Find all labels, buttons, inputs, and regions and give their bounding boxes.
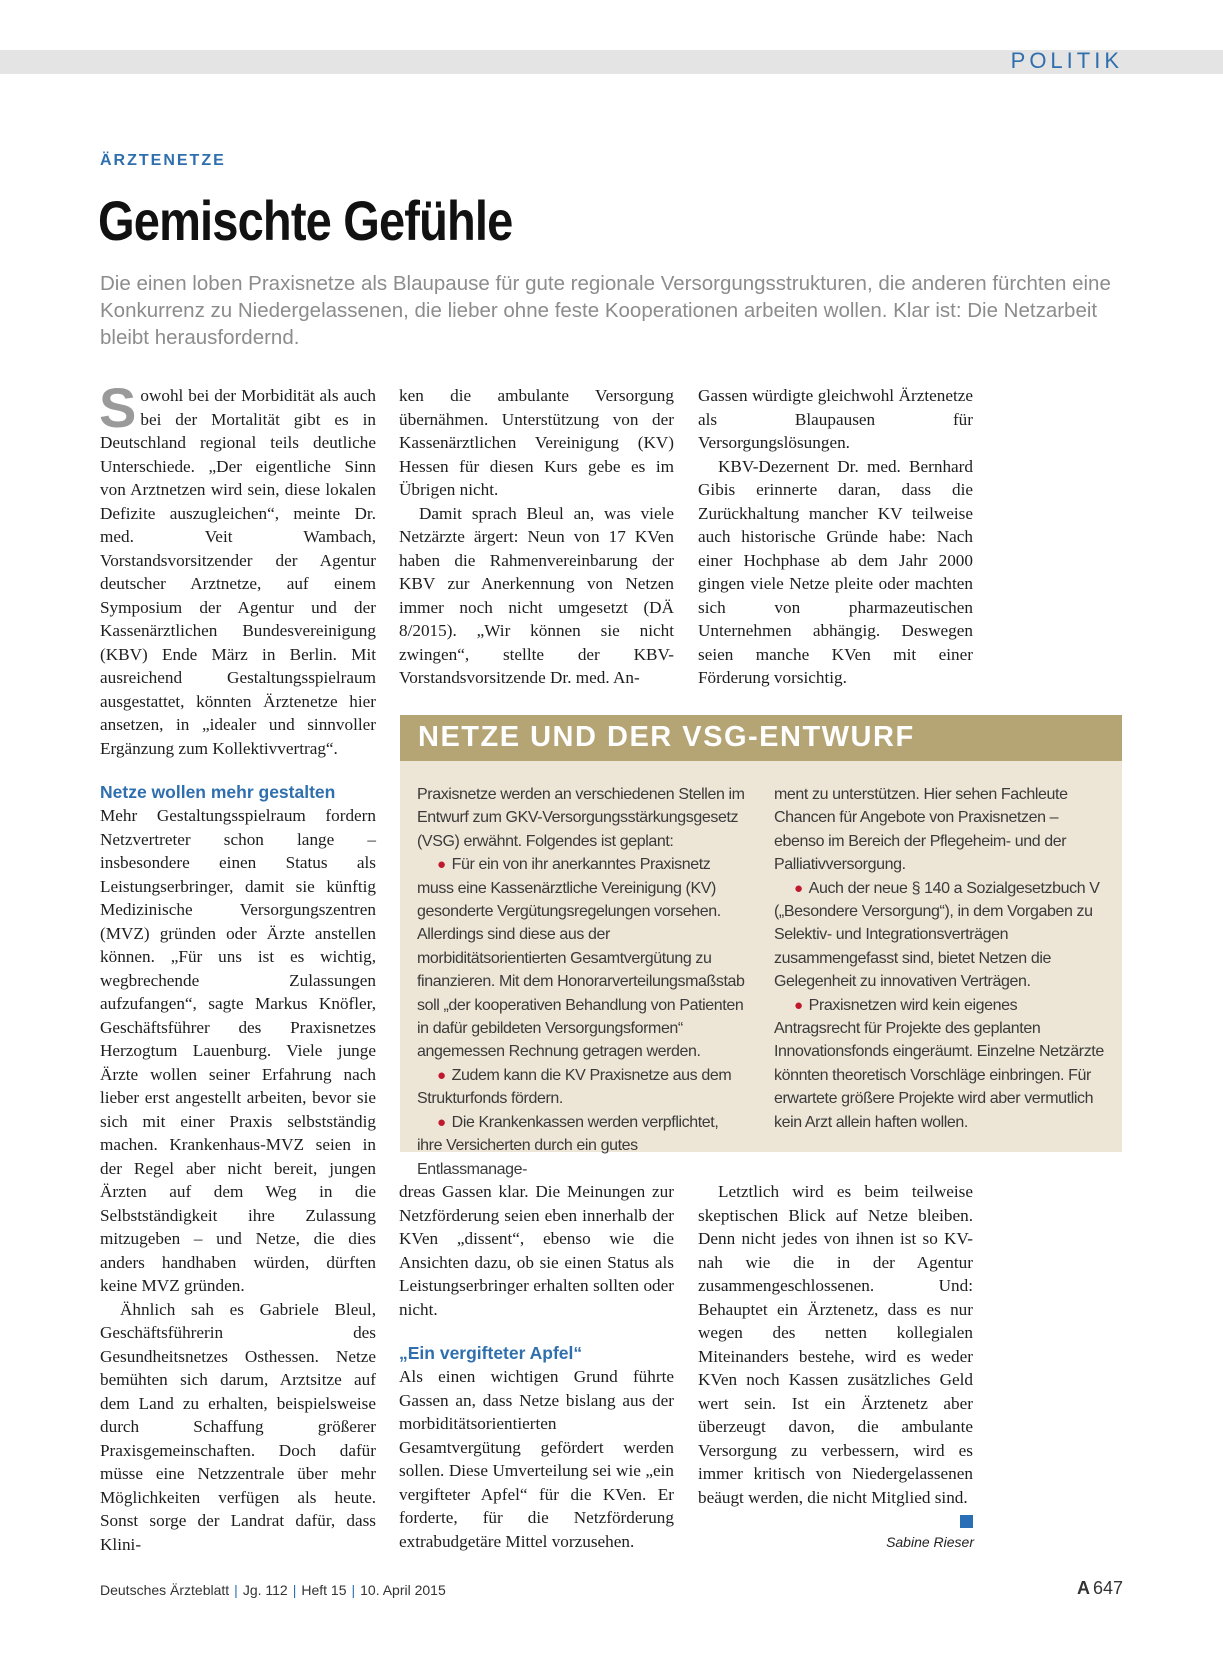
bullet-icon: ● [794,996,803,1014]
column-2-bottom [399,1180,674,1553]
bullet-icon: ● [794,879,803,897]
list-item-text: Für ein von ihr anerkanntes Praxisnetz muss eine Kassenärztliche Vereinigung (KV) gesonderte Vergütungsregelungen vorsehen. Allerdings sind diese aus der morbiditätsorientierten Gesamtvergütung zu finanzieren. Mit dem Honorarverteilungsmaßstab soll „der kooperativen Behandlung von Patienten in dafür gebildeten Versorgungsformen“ angemessen Rechnung getragen werden. [417,856,745,1061]
subheading: „Ein vergifteter Apfel“ [399,1343,583,1363]
list-item-text: Praxisnetzen wird kein eigenes Antragsrecht für Projekte des geplanten Innovationsfonds eingeräumt. Einzelne Netzärzte könnten theoretisch Vorschläge einbringen. Für erwartete größere Projekte wird aber vermutlich kein Arzt allein haften wollen. [774,996,1104,1131]
list-item [417,853,747,1064]
info-box-title: NETZE UND DER VSG-ENTWURF [418,721,915,753]
author-name: Sabine Rieser [886,1534,974,1550]
footer-separator: | [351,1582,356,1598]
subheading: Netze wollen mehr gestalten [100,782,336,802]
footer-separator: | [292,1582,297,1598]
bullet-icon: ● [437,1113,446,1131]
paragraph: ken die ambulante Versorgung übernähmen. Unterstützung von der Kassenärztlichen Vereinigung (KV) Hessen für diesen Kurs gebe es im Übrigen nicht. [399,386,674,499]
paragraph [698,1180,973,1509]
column-3-bottom [698,1180,973,1528]
list-item [417,1111,747,1181]
journal-date: 10. April 2015 [360,1582,446,1598]
footer-separator: | [234,1582,238,1598]
paragraph: dreas Gassen klar. Die Meinungen zur Netzförderung seien eben innerhalb der KVen „dissent“, ebenso wie die Ansichten dazu, ob sie einen Status als Leistungserbringer erhalten sollten oder nicht. [399,1182,674,1319]
paragraph-text: Letztlich wird es beim teilweise skeptischen Blick auf Netze bleiben. Denn nicht jedes von ihnen ist so KV-nah wie die in der Agentur zusammengeschlossenen. Und: Behauptet ein Ärztenetz, dass es nur wegen des netten kollegialen Miteinanders bestehe, wird es weder KVen noch Kassen zusätzliches Geld wert sein. Ist ein Ärztenetz aber überzeugt davon, die ambulante Versorgung zu verbessern, wird es immer kritisch von Niedergelassenen beäugt werden, die nicht Mitglied sind. [698,1182,973,1507]
list-item-text: Zudem kann die KV Praxisnetze aus dem Strukturfonds fördern. [417,1066,732,1108]
column-2-top [399,384,674,690]
article-kicker: ÄRZTENETZE [100,152,226,169]
end-mark-icon [960,1515,973,1528]
info-box-column-right [774,783,1104,1134]
paragraph: Mehr Gestaltungsspielraum fordern Netzvertreter schon lange – insbesondere einen Status als Leistungserbringer, damit sie künftig Medizinische Versorgungszentren (MVZ) gründen oder Ärzte anstellen können. „Für uns ist es wichtig, wegbrechende Zulassungen aufzufangen“, sagte Markus Knöfler, Geschäftsführer des Praxisnetzes Herzogtum Lauenburg. Viele junge Ärzte wollen seiner Erfahrung nach lieber erst angestellt arbeiten, bevor sie sich mit einer Praxis selbstständig machen. Krankenhaus-MVZ seien in der Regel aber nicht bereit, jungen Ärzten auf dem Weg in die Selbstständigkeit ihre Zulassung mitzugeben – und Netze, die dies anders handhaben würden, dürften keine MVZ gründen. [100,806,376,1295]
info-box-intro: Praxisnetze werden an verschiedenen Stellen im Entwurf zum GKV-Versorgungsstärkungsgesetz (VSG) erwähnt. Folgendes ist geplant: [417,786,745,850]
column-1 [99,376,376,1556]
page-number-value: 647 [1092,1578,1123,1598]
column-3-top [698,384,973,690]
list-item-text: Die Krankenkassen werden verpflichtet, ihre Versicherten durch ein gutes Entlassmanage- [417,1113,719,1178]
paragraph-text: owohl bei der Morbidität als auch bei der Mortalität gibt es in Deutschland regional teils deutliche Unterschiede. „Der eigentliche Sinn von Arztnetzen wird sein, diese lokalen Defizite auszugleichen“, meinte Dr. med. Veit Wambach, Vorstandsvorsitzender der Agentur deutscher Arztnetze, auf einem Symposium der Agentur und der Kassenärztlichen Bundesvereinigung (KBV) Ende März in Berlin. Mit ausreichend Gestaltungsspielraum ausgestattet, könnten Ärztenetze hier ansetzen, in „idealer und sinnvoller Ergänzung zum Kollektivvertrag“. [100,386,376,758]
page-number [1077,1578,1123,1599]
info-box-column-left [417,783,747,1181]
info-box-header [400,715,1122,761]
list-item-continued: ment zu unterstützen. Hier sehen Fachleute Chancen für Angebote von Praxisnetzen – ebenso im Bereich der Pflegeheim- und der Palliativversorgung. [774,786,1068,874]
paragraph [99,376,376,760]
paragraph: Als einen wichtigen Grund führte Gassen an, dass Netze bislang aus der morbiditätsorientierten Gesamtvergütung gefördert werden sollen. Diese Umverteilung sei wie „ein vergifteter Apfel“ für die KVen. Er forderte, für die Netzförderung extrabudgetäre Mittel vorzusehen. [399,1367,674,1551]
article-title: Gemischte Gefühle [98,189,513,252]
list-item [774,877,1104,994]
list-item-text: Auch der neue § 140 a Sozialgesetzbuch V („Besondere Versorgung“), in dem Vorgaben zu Selektiv- und Integrationsverträgen zusammengefasst sind, bietet Netzen die Gelegenheit zu innovativen Verträgen. [774,879,1100,991]
paragraph: KBV-Dezernent Dr. med. Bernhard Gibis erinnerte daran, dass die Zurückhaltung mancher KV teilweise auch historische Gründe habe: Nach einer Hochphase ab dem Jahr 2000 gingen viele Netze pleite oder machten sich von pharmazeutischen Unternehmen abhängig. Deswegen seien manche KVen mit einer Förderung vorsichtig. [698,456,973,687]
info-box [400,715,1122,1178]
footer [100,1582,446,1598]
paragraph: Ähnlich sah es Gabriele Bleul, Geschäftsführerin des Gesundheitsnetzes Osthessen. Netze bemühten sich darum, Arztsitze auf dem Land zu erhalten, beispielsweise durch Schaffung größerer Praxisgemeinschaften. Doch dafür müsse eine Netzzentrale über mehr Möglichkeiten verfügen als heute. Sonst sorge der Landrat dafür, dass Klini- [100,1299,376,1554]
journal-name: Deutsches Ärzteblatt [100,1582,230,1598]
journal-issue: Heft 15 [301,1582,347,1598]
list-item [774,994,1104,1134]
journal-volume: Jg. 112 [242,1582,288,1598]
section-label: POLITIK [1010,48,1123,73]
list-item [417,1064,747,1111]
bullet-icon: ● [437,1066,446,1084]
page-prefix: A [1076,1578,1090,1598]
paragraph: Damit sprach Bleul an, was viele Netzärzte ärgert: Neun von 17 KVen haben die Rahmenvereinbarung der KBV zur Anerkennung von Netzen immer noch nicht umgesetzt (DÄ 8/2015). „Wir können sie nicht zwingen“, stellte der KBV-Vorstandsvorsitzende Dr. med. An- [399,503,674,687]
bullet-icon: ● [437,856,446,874]
drop-cap: S [99,376,137,439]
article-lead: Die einen loben Praxisnetze als Blaupause für gute regionale Versorgungsstrukturen, die anderen fürchten eine Konkurrenz zu Niedergelassenen, die lieber ohne feste Kooperationen arbeiten wollen. Klar ist: Die Netzarbeit bleibt herausfordernd. [100,272,1111,349]
paragraph: Gassen würdigte gleichwohl Ärztenetze als Blaupausen für Versorgungslösungen. [698,386,973,452]
